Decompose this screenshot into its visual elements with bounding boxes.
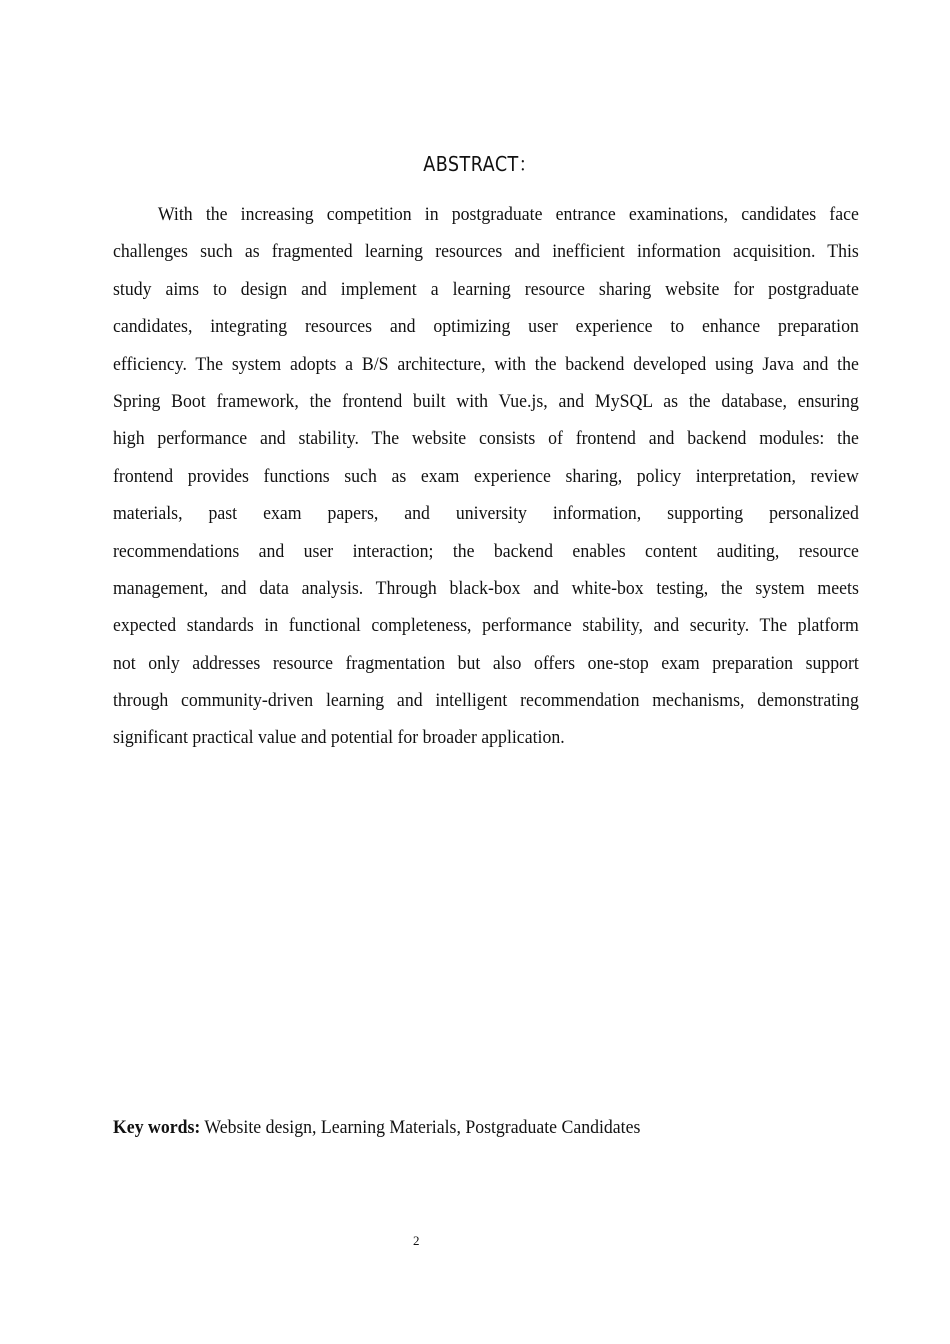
- abstract-line: expected standards in functional completeness, performance stability, and security. The platform: [113, 615, 859, 637]
- abstract-line: study aims to design and implement a learning resource sharing website for postgraduate: [113, 278, 859, 300]
- abstract-line: challenges such as fragmented learning resources and inefficient information acquisition. This: [113, 241, 859, 263]
- page-number: 2: [413, 1233, 420, 1248]
- abstract-line: recommendations and user interaction; the backend enables content auditing, resource: [113, 540, 859, 562]
- keywords-value: Website design, Learning Materials, Postgraduate Candidates: [200, 1117, 641, 1138]
- abstract-line: efficiency. The system adopts a B/S architecture, with the backend developed using Java and the: [113, 353, 859, 375]
- abstract-heading: ABSTRACT：: [423, 152, 537, 176]
- abstract-line: significant practical value and potential for broader application.: [113, 727, 565, 749]
- abstract-line: With the increasing competition in postgraduate entrance examinations, candidates face: [157, 204, 859, 225]
- abstract-line: candidates, integrating resources and optimizing user experience to enhance preparation: [113, 316, 859, 338]
- keywords: [113, 1117, 640, 1139]
- abstract-line: management, and data analysis. Through black-box and white-box testing, the system meets: [113, 577, 859, 599]
- abstract-line: materials, past exam papers, and university information, supporting personalized: [113, 503, 859, 525]
- abstract-body: [113, 196, 859, 757]
- abstract-line: high performance and stability. The website consists of frontend and backend modules: the: [113, 428, 859, 450]
- abstract-line: not only addresses resource fragmentation but also offers one-stop exam preparation support: [113, 652, 859, 674]
- abstract-line: through community-driven learning and intelligent recommendation mechanisms, demonstrating: [113, 690, 859, 712]
- keywords-label: Key words:: [113, 1117, 201, 1138]
- abstract-line: frontend provides functions such as exam experience sharing, policy interpretation, review: [113, 465, 859, 487]
- abstract-line: Spring Boot framework, the frontend built with Vue.js, and MySQL as the database, ensuring: [113, 390, 859, 412]
